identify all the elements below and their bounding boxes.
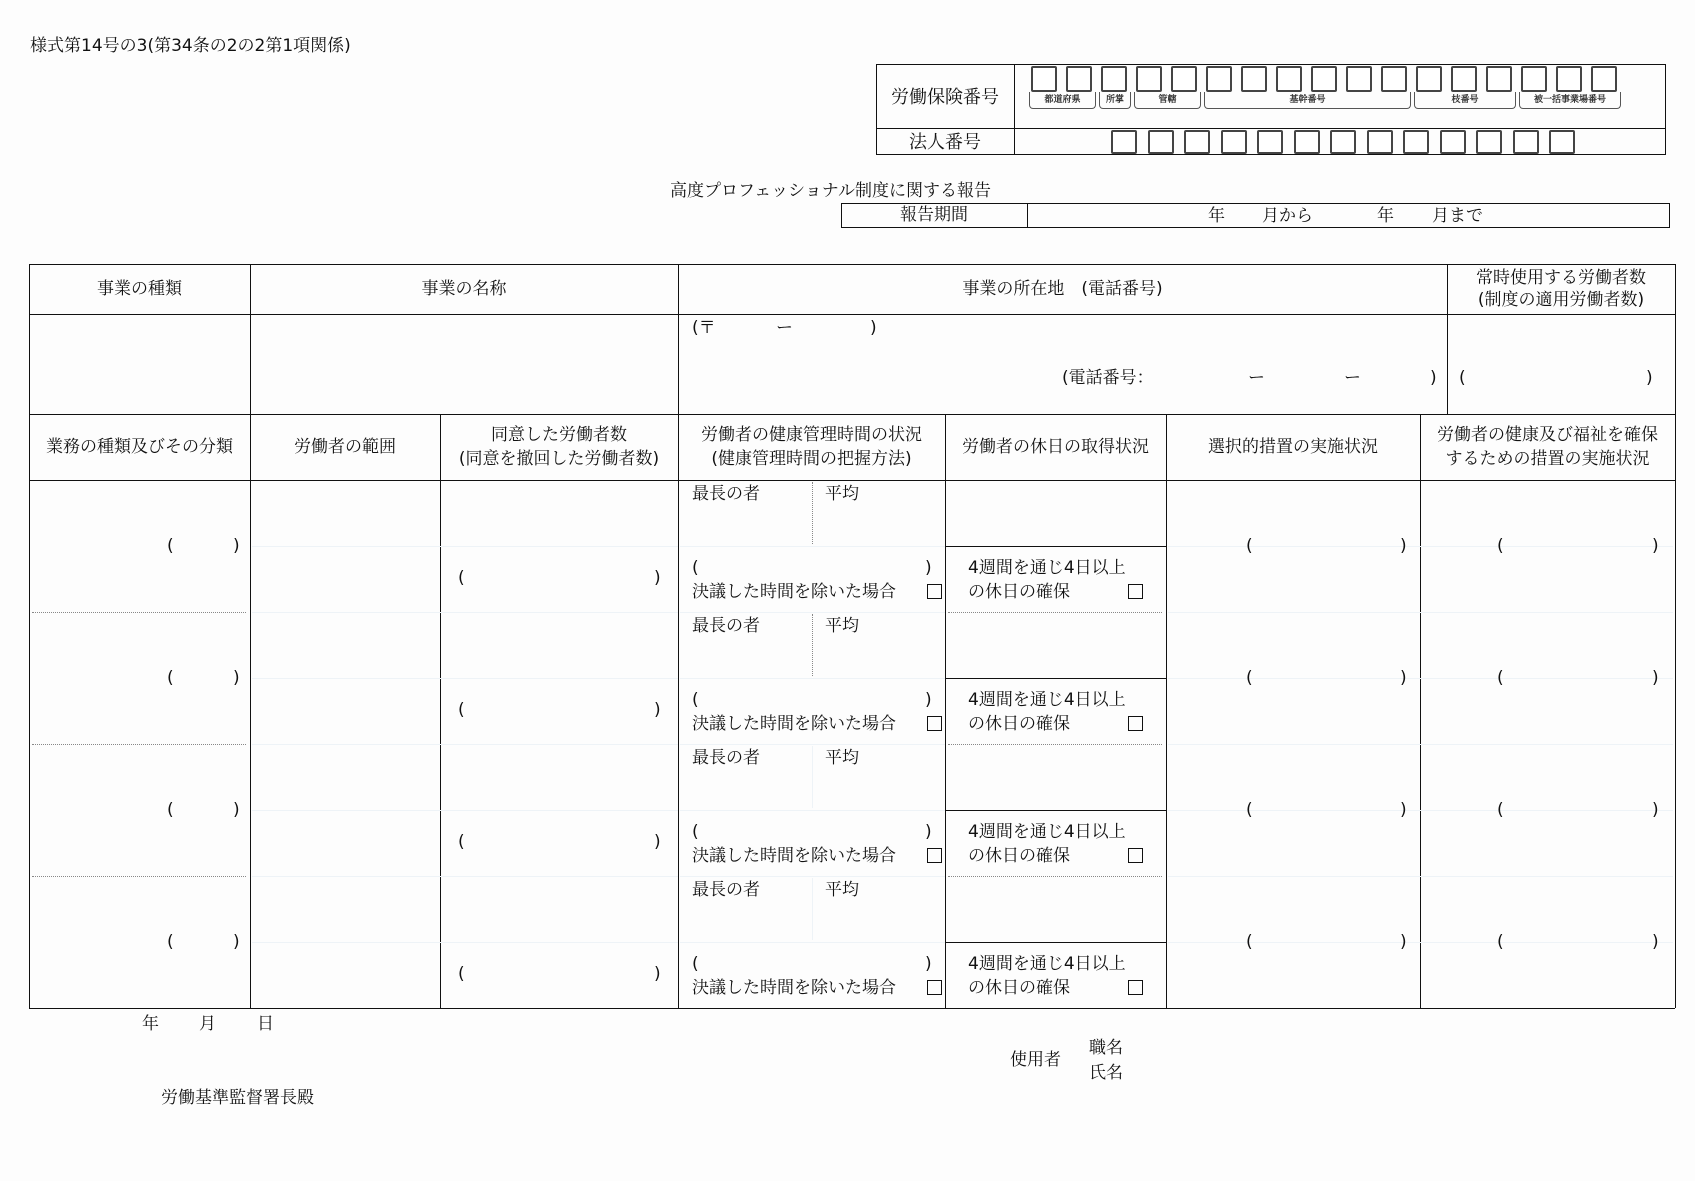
health-time-field[interactable]	[680, 744, 945, 876]
phone-dash-2: ー	[1344, 368, 1361, 388]
insurance-digit-box[interactable]	[1486, 66, 1512, 92]
paren-close: )	[233, 800, 240, 820]
header-health-time	[678, 414, 945, 480]
phone-label: (電話番号：	[1062, 368, 1154, 388]
insurance-digit-box[interactable]	[1241, 66, 1267, 92]
corporate-digit-box[interactable]	[1148, 130, 1174, 154]
selective-measures-field[interactable]	[1168, 744, 1419, 876]
insurance-digit-box[interactable]	[1031, 66, 1057, 92]
header-consent	[440, 414, 678, 480]
excluded-checkbox[interactable]	[927, 848, 942, 863]
position-label: 職名	[1089, 1038, 1123, 1058]
paren-open: (	[1497, 932, 1504, 952]
selective-measures-field[interactable]	[1168, 612, 1419, 744]
average-label: 平均	[825, 748, 859, 768]
excluded-label: 決議した時間を除いた場合	[692, 714, 896, 734]
period-to-year[interactable]: 年	[1377, 206, 1394, 226]
longest-label: 最長の者	[692, 748, 760, 768]
corporate-digit-box[interactable]	[1549, 130, 1575, 154]
addressee: 労働基準監督署長殿	[161, 1088, 314, 1108]
holiday-field[interactable]	[947, 942, 1165, 1008]
paren-close: )	[233, 932, 240, 952]
holiday-line2: の休日の確保	[968, 582, 1070, 602]
period-from-year[interactable]: 年	[1208, 206, 1225, 226]
paren-close: )	[925, 822, 932, 842]
paren-close: )	[1400, 536, 1407, 556]
header-business-location: 事業の所在地 (電話番号)	[962, 279, 1163, 299]
insurance-digit-box[interactable]	[1416, 66, 1442, 92]
report-period-label: 報告期間	[900, 205, 968, 225]
form-number: 様式第14号の3(第34条の2の2第1項関係)	[30, 36, 351, 56]
name-label: 氏名	[1089, 1063, 1123, 1083]
holiday-notes-field[interactable]	[947, 612, 1165, 677]
insurance-digit-box[interactable]	[1171, 66, 1197, 92]
holiday-checkbox[interactable]	[1128, 980, 1143, 995]
insurance-digit-box[interactable]	[1136, 66, 1162, 92]
corporate-digit-box[interactable]	[1476, 130, 1502, 154]
paren-open: (	[458, 832, 465, 852]
paren-close: )	[925, 690, 932, 710]
postal-close: )	[870, 318, 877, 338]
welfare-measures-field[interactable]	[1422, 876, 1674, 1008]
header-welfare-line2: するための措置の実施状況	[1445, 449, 1650, 469]
business-type-field[interactable]	[31, 316, 249, 413]
header-job-type: 業務の種類及びその分類	[46, 437, 233, 457]
insurance-group-label: 所掌	[1099, 92, 1131, 109]
paren-close: )	[1400, 668, 1407, 688]
holiday-checkbox[interactable]	[1128, 848, 1143, 863]
selective-measures-field[interactable]	[1168, 876, 1419, 1008]
paren-open: (	[167, 668, 174, 688]
holiday-line2: の休日の確保	[968, 714, 1070, 734]
date-year[interactable]: 年	[142, 1014, 159, 1034]
header-business-name: 事業の名称	[421, 279, 507, 299]
phone-close: )	[1430, 368, 1437, 388]
paren-open: (	[167, 800, 174, 820]
paren-close: )	[654, 568, 661, 588]
header-welfare	[1420, 414, 1675, 480]
paren-open: (	[692, 558, 699, 578]
corporate-digit-box[interactable]	[1367, 130, 1393, 154]
paren-open: (	[167, 932, 174, 952]
paren-close: )	[654, 964, 661, 984]
header-business-type: 事業の種類	[97, 279, 182, 299]
paren-open: (	[458, 964, 465, 984]
insurance-digit-box[interactable]	[1381, 66, 1407, 92]
corporate-digit-box[interactable]	[1111, 130, 1137, 154]
header-workers-count	[1447, 264, 1675, 314]
average-label: 平均	[825, 484, 859, 504]
paren-close: )	[1652, 932, 1659, 952]
paren-close: )	[925, 558, 932, 578]
holiday-line1: 4週間を通じ4日以上	[968, 822, 1126, 842]
corporate-digit-box[interactable]	[1184, 130, 1210, 154]
holiday-line1: 4週間を通じ4日以上	[968, 954, 1126, 974]
worker-scope-field[interactable]	[252, 876, 439, 1008]
paren-close: )	[1652, 668, 1659, 688]
employer-label: 使用者	[1010, 1050, 1061, 1070]
excluded-label: 決議した時間を除いた場合	[692, 582, 896, 602]
workers-count-field[interactable]	[1449, 316, 1674, 413]
postal-open: (〒	[692, 318, 716, 338]
date-day[interactable]: 日	[257, 1014, 274, 1034]
corporate-number-label: 法人番号	[909, 132, 981, 153]
worker-scope-field[interactable]	[252, 480, 439, 612]
holiday-notes-field[interactable]	[947, 876, 1165, 941]
holiday-notes-field[interactable]	[947, 480, 1165, 545]
corporate-digit-box[interactable]	[1257, 130, 1283, 154]
longest-label: 最長の者	[692, 484, 760, 504]
business-location-field[interactable]	[680, 316, 1446, 413]
paren-close: )	[654, 832, 661, 852]
count-paren-close: )	[1646, 368, 1653, 388]
paren-open: (	[692, 690, 699, 710]
paren-open: (	[692, 954, 699, 974]
welfare-measures-field[interactable]	[1422, 480, 1674, 612]
insurance-group-label: 管轄	[1134, 92, 1201, 109]
consent-field[interactable]	[442, 612, 677, 744]
postal-dash: ー	[776, 318, 793, 338]
period-to-month[interactable]: 月まで	[1432, 206, 1483, 226]
paren-close: )	[233, 536, 240, 556]
worker-scope-field[interactable]	[252, 744, 439, 876]
holiday-field[interactable]	[947, 546, 1165, 612]
excluded-checkbox[interactable]	[927, 980, 942, 995]
excluded-checkbox[interactable]	[927, 584, 942, 599]
job-type-field[interactable]	[31, 612, 249, 744]
insurance-digit-box[interactable]	[1276, 66, 1302, 92]
insurance-digit-box[interactable]	[1346, 66, 1372, 92]
insurance-digit-box[interactable]	[1521, 66, 1547, 92]
paren-open: (	[1497, 536, 1504, 556]
header-worker-scope: 労働者の範囲	[294, 437, 396, 457]
worker-scope-field[interactable]	[252, 612, 439, 744]
header-welfare-line1: 労働者の健康及び福祉を確保	[1437, 425, 1658, 445]
holiday-field[interactable]	[947, 678, 1165, 744]
paren-close: )	[1400, 932, 1407, 952]
holiday-checkbox[interactable]	[1128, 716, 1143, 731]
paren-close: )	[233, 668, 240, 688]
insurance-group-label: 枝番号	[1414, 92, 1516, 109]
welfare-measures-field[interactable]	[1422, 744, 1674, 876]
corporate-digit-box[interactable]	[1403, 130, 1429, 154]
paren-open: (	[1497, 668, 1504, 688]
insurance-digit-box[interactable]	[1451, 66, 1477, 92]
header-health-time-line1: 労働者の健康管理時間の状況	[701, 425, 922, 445]
longest-label: 最長の者	[692, 616, 760, 636]
average-label: 平均	[825, 880, 859, 900]
paren-close: )	[1652, 800, 1659, 820]
insurance-digit-box[interactable]	[1311, 66, 1337, 92]
paren-close: )	[654, 700, 661, 720]
header-consent-line1: 同意した労働者数	[491, 425, 627, 445]
corporate-digit-box[interactable]	[1294, 130, 1320, 154]
header-holidays: 労働者の休日の取得状況	[962, 437, 1149, 457]
holiday-line1: 4週間を通じ4日以上	[968, 690, 1126, 710]
paren-open: (	[1246, 932, 1253, 952]
excluded-checkbox[interactable]	[927, 716, 942, 731]
consent-field[interactable]	[442, 744, 677, 876]
insurance-digit-box[interactable]	[1206, 66, 1232, 92]
corporate-digit-box[interactable]	[1330, 130, 1356, 154]
health-time-field[interactable]	[680, 876, 945, 1008]
consent-field[interactable]	[442, 480, 677, 612]
paren-open: (	[1246, 536, 1253, 556]
insurance-group-label: 都道府県	[1029, 92, 1096, 109]
insurance-digit-box[interactable]	[1066, 66, 1092, 92]
average-label: 平均	[825, 616, 859, 636]
report-title: 高度プロフェッショナル制度に関する報告	[670, 181, 991, 201]
paren-open: (	[1246, 668, 1253, 688]
excluded-label: 決議した時間を除いた場合	[692, 846, 896, 866]
selective-measures-field[interactable]	[1168, 480, 1419, 612]
insurance-digit-box[interactable]	[1556, 66, 1582, 92]
phone-dash-1: ー	[1248, 368, 1265, 388]
paren-close: )	[925, 954, 932, 974]
health-time-field[interactable]	[680, 480, 945, 612]
excluded-label: 決議した時間を除いた場合	[692, 978, 896, 998]
welfare-measures-field[interactable]	[1422, 612, 1674, 744]
count-paren-open: (	[1459, 368, 1466, 388]
paren-open: (	[167, 536, 174, 556]
paren-open: (	[458, 568, 465, 588]
business-name-field[interactable]	[252, 316, 677, 413]
insurance-group-label: 基幹番号	[1204, 92, 1411, 109]
insurance-group-label: 被一括事業場番号	[1519, 92, 1621, 109]
longest-label: 最長の者	[692, 880, 760, 900]
paren-close: )	[1400, 800, 1407, 820]
holiday-field[interactable]	[947, 810, 1165, 876]
paren-open: (	[692, 822, 699, 842]
job-type-field[interactable]	[31, 876, 249, 1008]
corporate-digit-box[interactable]	[1221, 130, 1247, 154]
insurance-number-label: 労働保険番号	[891, 87, 999, 108]
corporate-digit-box[interactable]	[1440, 130, 1466, 154]
holiday-line2: の休日の確保	[968, 978, 1070, 998]
paren-close: )	[1652, 536, 1659, 556]
health-time-field[interactable]	[680, 612, 945, 744]
paren-open: (	[1497, 800, 1504, 820]
paren-open: (	[458, 700, 465, 720]
header-consent-line2: (同意を撤回した労働者数)	[458, 449, 660, 469]
consent-field[interactable]	[442, 876, 677, 1008]
corporate-digit-box[interactable]	[1513, 130, 1539, 154]
holiday-notes-field[interactable]	[947, 744, 1165, 809]
header-workers-count-line2: (制度の適用労働者数)	[1477, 290, 1645, 310]
holiday-checkbox[interactable]	[1128, 584, 1143, 599]
insurance-digit-box[interactable]	[1101, 66, 1127, 92]
header-selective: 選択的措置の実施状況	[1208, 437, 1378, 457]
period-from-month[interactable]: 月から	[1262, 206, 1313, 226]
date-month[interactable]: 月	[199, 1014, 216, 1034]
job-type-field[interactable]	[31, 480, 249, 612]
header-workers-count-line1: 常時使用する労働者数	[1476, 268, 1646, 288]
job-type-field[interactable]	[31, 744, 249, 876]
holiday-line1: 4週間を通じ4日以上	[968, 558, 1126, 578]
header-health-time-line2: (健康管理時間の把握方法)	[711, 449, 912, 469]
paren-open: (	[1246, 800, 1253, 820]
insurance-digit-box[interactable]	[1591, 66, 1617, 92]
holiday-line2: の休日の確保	[968, 846, 1070, 866]
